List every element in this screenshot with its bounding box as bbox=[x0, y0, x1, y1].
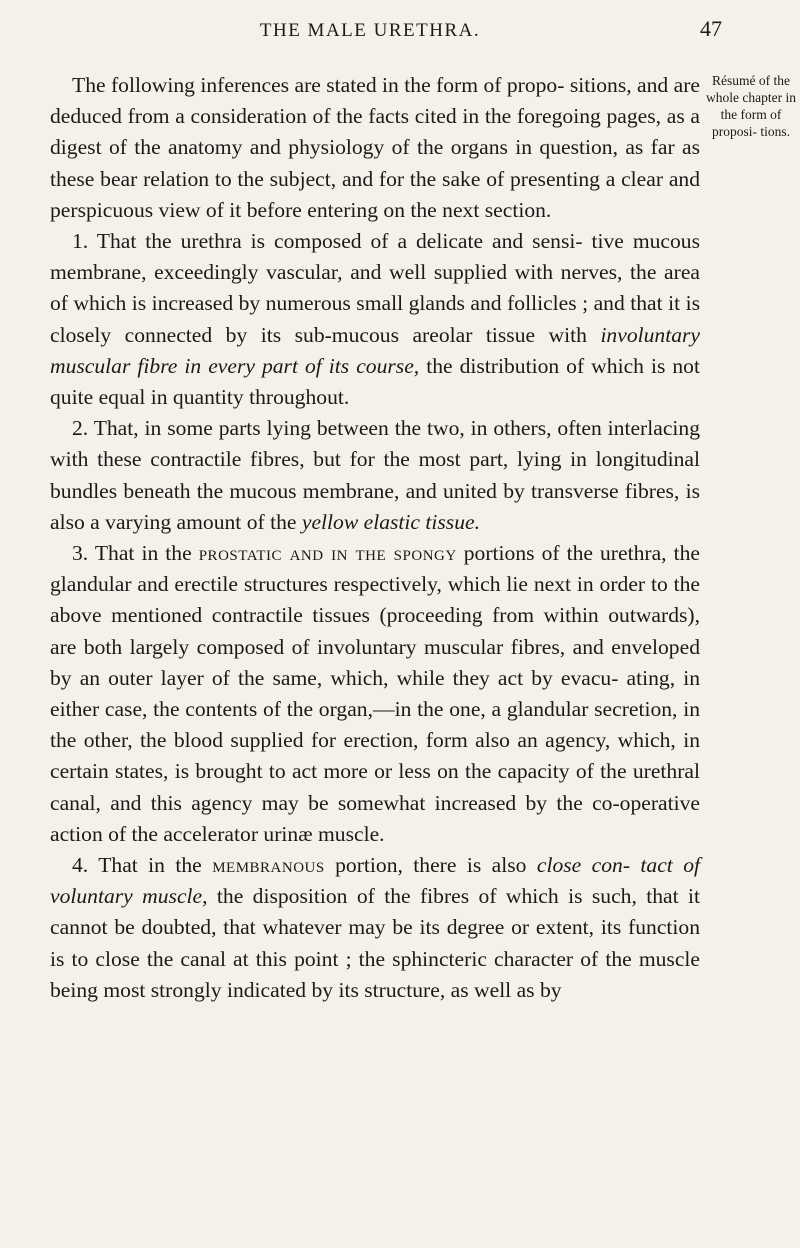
proposition-4-small-caps: membranous bbox=[212, 853, 325, 878]
proposition-3-text-b: portions of the urethra, the glandular and erectile structures respectively, which lie next in order to the above mentioned contractile tissues (proceeding from within outwards), are both largely composed of involuntary muscular fibres, and enveloped by an outer layer of the same, which, while they act by evacu- ating, in either case, the contents of the organ,—in the one, a glandular secretion, in the other, the blood supplied for erection, form also an agency, which, in certain states, is brought to act more or less on the capacity of the urethral canal, and this agency may be somewhat increased by the co-operative action of the accelerator urinæ muscle. bbox=[50, 541, 700, 846]
proposition-2-emphasis: yellow elastic tissue. bbox=[301, 509, 480, 534]
proposition-3 bbox=[50, 538, 700, 850]
body-text bbox=[50, 70, 700, 1006]
proposition-4-text-b: portion, there is also bbox=[324, 853, 537, 878]
proposition-4-text-c: the disposition of the fibres of which is such, that it cannot be doubted, that whatever may be its degree or extent, its function is to close the canal at this point ; the sphincteric character of the muscle being most strongly indicated by its structure, as well as by bbox=[50, 884, 700, 1002]
running-title: THE MALE URETHRA. bbox=[259, 20, 481, 41]
proposition-1-emphasis: involuntary muscular fibre in every part of its course, bbox=[50, 322, 700, 378]
page-number: 47 bbox=[700, 16, 722, 41]
intro-paragraph: The following inferences are stated in the form of propo- sitions, and are deduced from a consideration of the facts cited in the foregoing pages, as a digest of the anatomy and physiology of the organs in question, as far as these bear relation to the subject, and for the sake of presenting a clear and perspicuous view of it before entering on the next section. bbox=[50, 73, 700, 222]
margin-note: Résumé of the whole chapter in the form of proposi- tions. bbox=[706, 73, 796, 139]
proposition-4 bbox=[50, 850, 700, 1006]
running-head bbox=[0, 8, 800, 48]
proposition-2-text-a: 2. That, in some parts lying between the two, in others, often interlacing with these contractile fibres, but for the most part, lying in longitudinal bundles beneath the mucous membrane, and united by transverse fibres, is also a varying amount of the bbox=[50, 416, 700, 534]
proposition-4-text-a: 4. That in the bbox=[72, 853, 213, 878]
proposition-1-text-a: 1. That the urethra is composed of a delicate and sensi- tive mucous membrane, exceedingly vascular, and well supplied with nerves, the area of which is increased by numerous small glands and follicles ; and that it is closely connected by its sub-mucous areolar tissue with bbox=[50, 229, 700, 347]
proposition-1-text-b: the distribution of which is not quite equal in quantity throughout. bbox=[50, 353, 700, 410]
proposition-2 bbox=[50, 413, 700, 538]
proposition-4-emphasis: close con- tact of voluntary muscle, bbox=[50, 853, 701, 909]
proposition-3-small-caps: prostatic and in the spongy bbox=[198, 541, 457, 566]
proposition-3-text-a: 3. That in the bbox=[72, 541, 199, 566]
proposition-1 bbox=[50, 226, 700, 413]
